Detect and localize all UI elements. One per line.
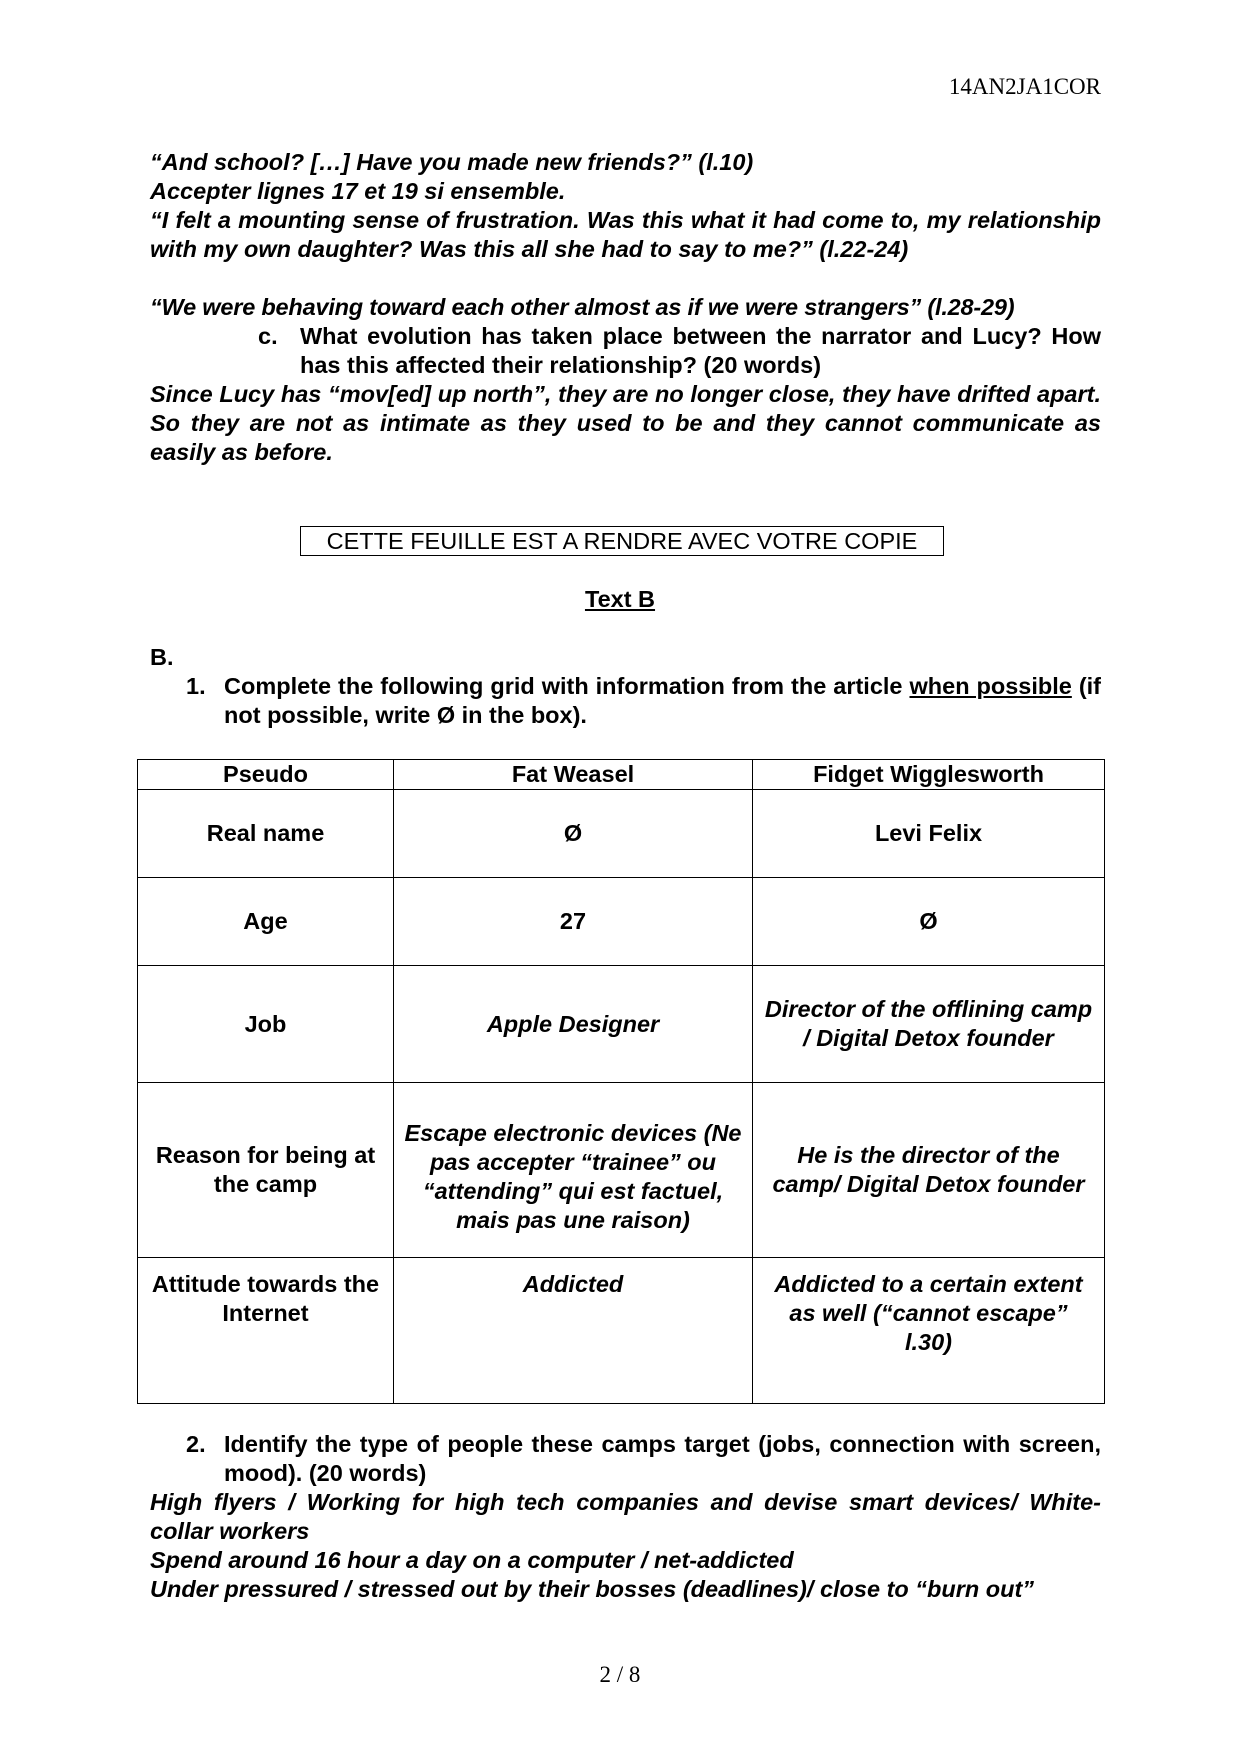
grid-header-pseudo: Pseudo (138, 760, 394, 790)
grid-cell-age-fat-weasel: 27 (394, 878, 753, 966)
section-b-label: B. (150, 644, 174, 670)
information-grid (137, 759, 1105, 1404)
grid-row-job (138, 966, 1105, 1083)
grid-header-fidget-wigglesworth: Fidget Wigglesworth (753, 760, 1105, 790)
answer-quote-lines-28-29: “We were behaving toward each other almost as if we were strangers” (l.28-29) (150, 294, 1015, 320)
answer-quote-lines-22-24: “I felt a mounting sense of frustration. Was this what it had come to, my relationship with my own daughter? Was this all she had to say to me?” (l.22-24) (150, 207, 1101, 262)
grid-header-fat-weasel: Fat Weasel (394, 760, 753, 790)
grid-cell-real-name-fidget: Levi Felix (753, 790, 1105, 878)
answer-note-lines-17-19: Accepter lignes 17 et 19 si ensemble. (150, 178, 566, 204)
page-number: 2 / 8 (599, 1662, 641, 1687)
grid-header-row (138, 760, 1105, 790)
grid-cell-job-fidget: Director of the offlining camp / Digital Detox founder (753, 966, 1105, 1083)
grid-cell-attitude-fidget: Addicted to a certain extent as well (“cannot escape” l.30) (753, 1258, 1105, 1404)
grid-label-real-name: Real name (138, 790, 394, 878)
document-code: 14AN2JA1COR (948, 74, 1101, 99)
grid-label-job: Job (138, 966, 394, 1083)
question-1-text-start: Complete the following grid with information from the article (224, 673, 910, 699)
grid-row-real-name (138, 790, 1105, 878)
question-c-text: What evolution has taken place between the narrator and Lucy? How has this affected their relationship? (20 words) (300, 323, 1101, 378)
question-2-text: Identify the type of people these camps target (jobs, connection with screen, mood). (20 words) (224, 1431, 1101, 1486)
grid-cell-job-fat-weasel: Apple Designer (394, 966, 753, 1083)
grid-row-age (138, 878, 1105, 966)
question-1-text-underlined: when possible (909, 673, 1072, 699)
answer-quote-line-10: “And school? […] Have you made new friends?” (l.10) (150, 149, 754, 175)
grid-cell-attitude-fat-weasel: Addicted (394, 1258, 753, 1404)
grid-cell-reason-fidget: He is the director of the camp/ Digital Detox founder (753, 1083, 1105, 1258)
grid-cell-real-name-fat-weasel: Ø (394, 790, 753, 878)
text-b-title: Text B (584, 586, 656, 612)
question-1-number: 1. (186, 673, 206, 699)
question-2-answer-jobs: High flyers / Working for high tech companies and devise smart devices/ White-collar workers (150, 1489, 1101, 1544)
question-2-answer-mood: Under pressured / stressed out by their bosses (deadlines)/ close to “burn out” (150, 1576, 1035, 1602)
question-c-answer: Since Lucy has “mov[ed] up north”, they are no longer close, they have drifted apart. So they are not as intimate as they used to be and they cannot communicate as easily as before. (150, 381, 1101, 465)
return-sheet-notice: CETTE FEUILLE EST A RENDRE AVEC VOTRE COPIE (300, 526, 944, 556)
grid-label-age: Age (138, 878, 394, 966)
question-1-text-end: (if not possible, write Ø in the box). (224, 673, 1101, 728)
question-2-number: 2. (186, 1431, 206, 1457)
grid-cell-reason-fat-weasel: Escape electronic devices (Ne pas accepter “trainee” ou “attending” qui est factuel, mais pas une raison) (394, 1083, 753, 1258)
grid-row-reason (138, 1083, 1105, 1258)
grid-label-attitude: Attitude towards the Internet (138, 1258, 394, 1404)
question-2-answer-screen: Spend around 16 hour a day on a computer / net-addicted (150, 1547, 794, 1573)
grid-cell-age-fidget: Ø (753, 878, 1105, 966)
question-1-text (224, 672, 1101, 730)
question-c-number: c. (258, 323, 278, 349)
grid-label-reason: Reason for being at the camp (138, 1083, 394, 1258)
grid-row-attitude (138, 1258, 1105, 1404)
